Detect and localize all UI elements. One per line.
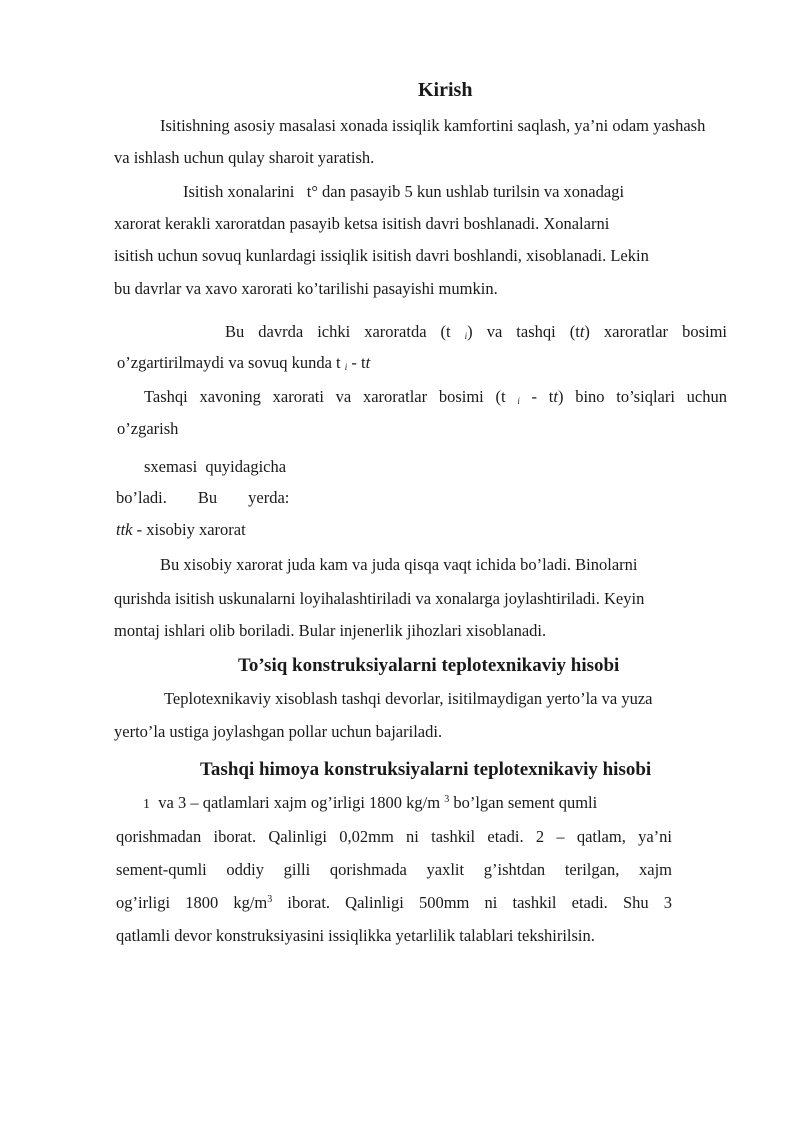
page-title: Kirish [418, 79, 473, 101]
text-line [143, 795, 597, 812]
subscript: i [464, 331, 468, 341]
text-line [116, 522, 246, 539]
text-line: bu davrlar va xavo xarorati ko’tarilishi pasayishi mumkin. [114, 279, 498, 298]
text-fragment: 1 [143, 797, 150, 812]
italic-fragment: t [553, 387, 558, 406]
text-fragment: o’zgartirilmaydi va sovuq kunda t [117, 353, 345, 372]
text-line: Teplotexnikaviy xisoblash tashqi devorlar, isitilmaydigan yerto’la va yuza [164, 689, 653, 708]
text-line [116, 895, 672, 912]
text-line [116, 490, 289, 507]
text-line: o’zgarish [117, 419, 179, 438]
text-fragment: bo’lgan sement qumli [449, 793, 598, 812]
italic-fragment: t [365, 353, 371, 372]
text-line: sement-qumli oddiy gilli qorishmada yaxlit g’ishtdan terilgan, xajm [116, 860, 672, 879]
text-fragment: ) xaroratlar bosimi [584, 322, 728, 341]
text-fragment: iborat. Qalinligi 500mm ni tashkil etadi. Shu 3 [272, 893, 673, 912]
text-line: qurishda isitish uskunalarni loyihalashtiriladi va xonalarga joylashtiriladi. Keyin [114, 589, 645, 608]
text-line: yerto’la ustiga joylashgan pollar uchun bajariladi. [114, 722, 443, 741]
text-line: qorishmadan iborat. Qalinligi 0,02mm ni tashkil etadi. 2 – qatlam, ya’ni [116, 827, 672, 846]
italic-fragment: ttk [116, 520, 133, 539]
superscript: 3 [267, 894, 273, 905]
section-heading: To’siq konstruksiyalarni teplotexnikaviy hisobi [238, 655, 620, 676]
text-line: isitish uchun sovuq kunlardagi issiqlik isitish davri boshlandi, xisoblanadi. Lekin [114, 246, 649, 265]
text-fragment: - t [347, 353, 366, 372]
text-fragment: ) bino to’siqlari uchun [557, 387, 727, 406]
text-line [117, 355, 370, 372]
text-fragment: og’irligi 1800 kg/m [116, 893, 268, 912]
italic-fragment: t [579, 322, 585, 341]
section-heading: Tashqi himoya konstruksiyalarni teplotexnikaviy hisobi [200, 759, 652, 780]
subscript: i [344, 362, 348, 372]
text-fragment: yerda: [248, 488, 290, 507]
text-line: qatlamli devor konstruksiyasini issiqlikka yetarlilik talablari tekshirilsin. [116, 926, 595, 945]
text-line: xarorat kerakli xaroratdan pasayib ketsa isitish davri boshlanadi. Xonalarni [114, 214, 610, 233]
text-fragment: bo’ladi. [116, 488, 167, 507]
text-line: sxemasi quyidagicha [144, 457, 287, 476]
text-fragment: - xisobiy xarorat [132, 520, 246, 539]
text-line: va ishlash uchun qulay sharoit yaratish. [114, 148, 375, 167]
text-fragment: va 3 – qatlamlari xajm og’irligi 1800 kg/m [150, 793, 445, 812]
text-fragment: Bu [197, 488, 218, 507]
text-line: Bu xisobiy xarorat juda kam va juda qisqa vaqt ichida bo’ladi. Binolarni [160, 555, 638, 574]
text-fragment: Tashqi xavoning xarorati va xaroratlar bosimi (t [144, 387, 518, 406]
subscript: i [517, 396, 520, 406]
text-line: Isitish xonalarini t° dan pasayib 5 kun ushlab turilsin va xonadagi [183, 182, 625, 201]
text-fragment: - t [519, 387, 554, 406]
superscript: 3 [444, 794, 450, 805]
text-line: montaj ishlari olib boriladi. Bular injenerlik jihozlari xisoblanadi. [114, 621, 547, 640]
text-line [225, 324, 727, 341]
text-line [144, 389, 727, 406]
text-line: Isitishning asosiy masalasi xonada issiqlik kamfortini saqlash, ya’ni odam yashash [160, 116, 706, 135]
text-fragment: Bu davrda ichki xaroratda (t [225, 322, 465, 341]
text-fragment: ) va tashqi (t [467, 322, 580, 341]
